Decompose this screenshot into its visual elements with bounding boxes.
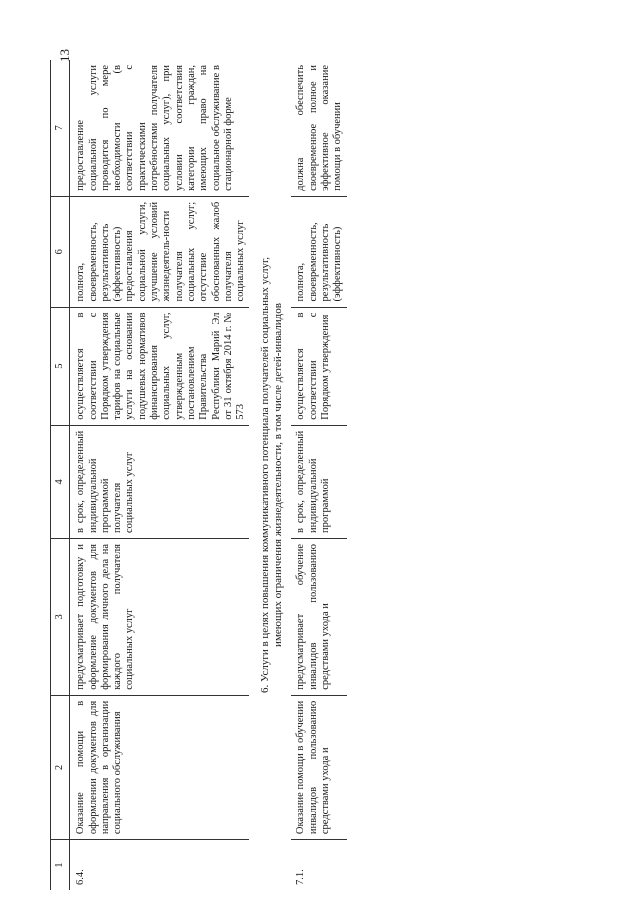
service-conditions: должна обеспечить своевременное полное и эффективное оказание помощи в обучении [291,60,346,196]
table-row [70,60,250,890]
service-payment: осуществляется в соответствии с Порядком утверждения [291,307,346,425]
service-description: предусматривает обучение инвалидов пользованию средствами ухода и [291,538,346,695]
section-heading [249,60,291,890]
header-col-4: 4 [51,425,70,538]
row-number: 7.1. [295,869,307,885]
row-number: 6.4. [75,869,87,885]
header-col-1: 1 [51,840,70,890]
service-conditions: предоставление социальной услуги проводится по мере необходимости (в соответствии с практическими потребностями получателя социальных услуг), при условии соответствия категории граждан, имеющих право на социальное обслуживание в стационарной форме [70,60,250,196]
table-row [291,60,346,890]
page-number: 13 [57,49,72,62]
service-term: в срок, определенный индивидуальной программой получателя социальных услуг [70,425,250,538]
service-term: в срок, определенный индивидуальной программой [291,425,346,538]
service-indicators: полнота, своевременность, результативность (эффективность) предоставления социальной услуги, улучшение условий жизнедеятель-ности получателя социальных услуг; отсутствие обоснованных жалоб получателя социальных услуг [70,196,250,307]
header-col-6: 6 [51,196,70,307]
header-col-5: 5 [51,307,70,425]
header-col-7: 7 [51,60,70,196]
section-heading-line-1: 6. Услуги в целях повышения коммуникативного потенциала получателей социальных услуг, [259,256,272,694]
service-payment: осуществляется в соответствии с Порядком утверждения тарифов на социальные услуги на основании подушевых нормативов финансирования социальных услуг, утвержденным постановлением Правительства Республики Марий Эл от 31 октября 2014 г. № 573 [70,307,250,425]
table-header-row [51,60,70,890]
section-heading-row [249,60,291,890]
service-name: Оказание помощи в оформлении документов для направления в организации социального обслуживания [70,695,250,839]
header-col-2: 2 [51,695,70,839]
header-col-3: 3 [51,538,70,695]
services-table [50,60,347,890]
service-name: Оказание помощи в обучении инвалидов пользованию средствами ухода и [291,695,346,839]
service-indicators: полнота, своевременность, результативность (эффективность) [291,196,346,307]
section-heading-line-2: имеющих ограничения жизнедеятельности, в том числе детей-инвалидов [272,303,285,647]
service-description: предусматривает подготовку и оформление документов для формирования личного дела на каждого получателя социальных услуг [70,538,250,695]
